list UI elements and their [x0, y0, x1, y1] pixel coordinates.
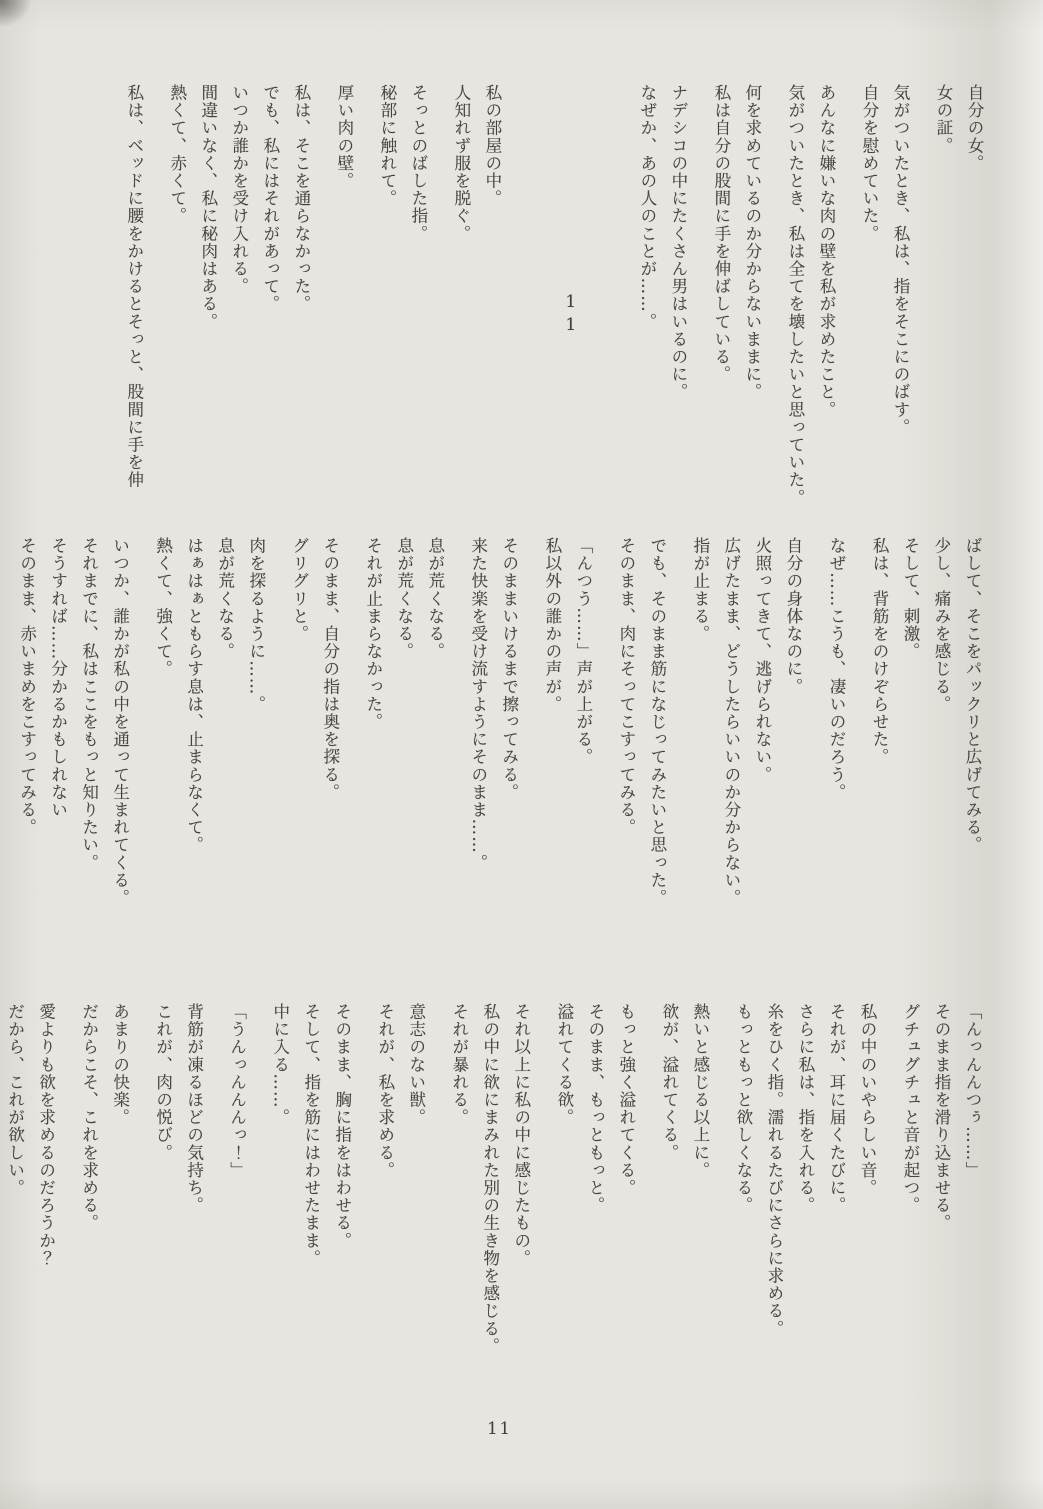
text-column: 私は、ベッドに腰をかけるとそっと、股間に手を伸	[124, 84, 144, 489]
paragraph	[162, 84, 317, 534]
text-column: ばして、そこをパックリと広げてみる。	[963, 537, 982, 854]
text-column: だからこそ、これを求める。	[79, 1003, 99, 1232]
paragraph	[444, 1003, 537, 1453]
text-column: 指が止まる。	[690, 537, 710, 643]
text-column: 背筋が凍るほどの気持ち。	[184, 1003, 204, 1215]
paragraph	[780, 84, 842, 534]
paragraph	[222, 1003, 253, 1453]
text-column: 欲が、溢れてくる。	[659, 1003, 679, 1162]
text-column: 中に入る……。	[270, 1003, 290, 1127]
text-column: 気がついたとき、私は、指をそこにのばす。	[890, 84, 910, 436]
text-column: これが、肉の悦び。	[153, 1003, 173, 1162]
text-column: それまでに、私はここをもっと知りたい。	[79, 537, 99, 872]
text-column: 厚い肉の壁。	[334, 84, 354, 190]
paragraph	[358, 537, 451, 977]
paragraph	[632, 84, 694, 534]
text-column: 熱くて、赤くて。	[167, 84, 187, 225]
paragraph	[706, 84, 768, 534]
text-column: そうすれば……分かるかもしれない	[48, 537, 68, 819]
text-column: それ以上に私の中に感じたもの。	[511, 1003, 531, 1267]
chapter-number: 11	[560, 292, 581, 338]
text-column: なぜか、あの人のことが……。	[637, 84, 657, 331]
text-column: 熱くて、強くて。	[153, 537, 173, 678]
text-column: 火照ってきて、逃げられない。	[752, 537, 772, 784]
text-column: だから、これが欲しい。	[5, 1003, 25, 1197]
text-column: そのままいけるまで擦ってみる。	[499, 537, 519, 801]
text-band-middle	[12, 537, 988, 977]
text-band-bottom	[0, 1003, 988, 1453]
paragraph	[119, 84, 150, 534]
chapter-heading	[554, 84, 586, 534]
text-column: 人知れず服を脱ぐ。	[451, 84, 471, 243]
text-column: 女の証。	[933, 84, 953, 155]
paragraph	[265, 1003, 358, 1453]
paragraph	[854, 84, 916, 534]
text-column: 意志のない獣。	[406, 1003, 426, 1127]
text-column: 肉を探るように……。	[246, 537, 266, 713]
text-column: 私の中のいやらしい音。	[857, 1003, 877, 1197]
text-column: そして、刺激。	[900, 537, 920, 661]
text-column: 「んつう……」声が上がる。	[573, 537, 593, 766]
paragraph	[463, 537, 525, 977]
text-column: あまりの快楽。	[110, 1003, 130, 1127]
text-column: 私は自分の股間に手を伸ばしている。	[711, 84, 731, 384]
text-column: 息が荒くなる。	[425, 537, 445, 661]
text-column: 溢れてくる欲。	[554, 1003, 574, 1127]
text-column: もっともっと欲しくなる。	[733, 1003, 753, 1215]
paragraph	[12, 537, 136, 977]
paragraph	[728, 1003, 883, 1453]
paragraph	[446, 84, 508, 534]
text-column: 間違いなく、私に秘肉はある。	[198, 84, 218, 331]
paragraph	[611, 537, 673, 977]
text-column: 自分の身体なのに。	[783, 537, 803, 696]
text-column: そして、指を筋にはわせたまま。	[301, 1003, 321, 1267]
text-column: グリグリと。	[289, 537, 309, 643]
paragraph	[928, 84, 990, 534]
scan-corner-shadow	[0, 0, 30, 26]
text-column: 私は、背筋をのけぞらせた。	[869, 537, 889, 766]
text-column: 私の部屋の中。	[482, 84, 502, 208]
paragraph	[654, 1003, 716, 1453]
text-column: でも、私にはそれがあって。	[260, 84, 280, 313]
text-column: はぁはぁともらす息は、止まらなくて。	[184, 537, 204, 854]
text-column: いつか誰かを受け入れる。	[229, 84, 249, 296]
text-column: 広げたまま、どうしたらいいのか分からない。	[721, 537, 741, 907]
text-column: 「うんっんんんっ！」	[227, 1003, 247, 1179]
text-column: それが暴れる。	[449, 1003, 469, 1127]
text-column: それが、私を求める。	[375, 1003, 395, 1179]
text-column: 少し、痛みを感じる。	[931, 537, 951, 713]
paragraph	[148, 537, 272, 977]
text-column: それが、耳に届くたびに。	[826, 1003, 846, 1215]
paragraph	[148, 1003, 210, 1453]
text-column: ナデシコの中にたくさん男はいるのに。	[668, 84, 688, 401]
paragraph	[74, 1003, 136, 1453]
paragraph	[895, 1003, 988, 1453]
text-column: もっと強く溢れてくる。	[616, 1003, 636, 1197]
text-column: そのまま指を滑り込ませる。	[931, 1003, 951, 1232]
text-column: 何を求めているのか分からないままに。	[742, 84, 762, 401]
text-column: 秘部に触れて。	[377, 84, 397, 208]
text-column: 気がついたとき、私は全てを壊したいと思っていた。	[785, 84, 805, 507]
text-column: でも、そのまま筋になじってみたいと思った。	[647, 537, 667, 907]
paragraph	[685, 537, 809, 977]
text-column: そのまま、肉にそってこすってみる。	[616, 537, 636, 837]
text-column: あんなに嫌いな肉の壁を私が求めたこと。	[816, 84, 836, 419]
text-column: そのまま、自分の指は奥を探る。	[320, 537, 340, 801]
paragraph	[0, 1003, 62, 1453]
text-column: 来た快楽を受け流すようにそのまま……。	[468, 537, 488, 872]
text-column: 自分を慰めていた。	[859, 84, 879, 243]
paragraph	[864, 537, 988, 977]
text-column: それが止まらなかった。	[363, 537, 383, 731]
text-column: 私の中に欲にまみれた別の生き物を感じる。	[480, 1003, 500, 1355]
text-column: 糸をひく指。濡れるたびにさらに求める。	[764, 1003, 784, 1338]
paragraph	[370, 1003, 432, 1453]
text-column: グチュグチュと音が起つ。	[900, 1003, 920, 1215]
text-column: そのまま、赤いまめをこすってみる。	[17, 537, 37, 837]
text-column: そっとのばした指。	[408, 84, 428, 243]
text-band-top	[119, 84, 990, 534]
text-column: 私は、そこを通らなかった。	[291, 84, 311, 313]
text-column: 自分の女。	[965, 84, 984, 172]
text-column: 熱いと感じる以上に。	[690, 1003, 710, 1179]
text-column: いつか、誰かが私の中を通って生まれてくる。	[110, 537, 130, 907]
text-column: なぜ……こうも、凄いのだろう。	[826, 537, 846, 801]
text-column: そのまま、胸に指をはわせる。	[332, 1003, 352, 1250]
paragraph	[549, 1003, 642, 1453]
text-column: 息が荒くなる。	[215, 537, 235, 661]
paragraph	[821, 537, 852, 977]
paragraph	[329, 84, 360, 534]
text-column: 「んっんんつぅ……」	[963, 1003, 982, 1179]
text-column: 私以外の誰かの声が。	[542, 537, 562, 713]
text-column: そのまま、もっともっと。	[585, 1003, 605, 1215]
text-column: さらに私は、指を入れる。	[795, 1003, 815, 1215]
text-column: 愛よりも欲を求めるのだろうか？	[36, 1003, 56, 1267]
text-column: 息が荒くなる。	[394, 537, 414, 661]
page-number: 11	[487, 1419, 512, 1439]
paragraph	[537, 537, 599, 977]
paragraph	[372, 84, 434, 534]
paragraph	[284, 537, 346, 977]
